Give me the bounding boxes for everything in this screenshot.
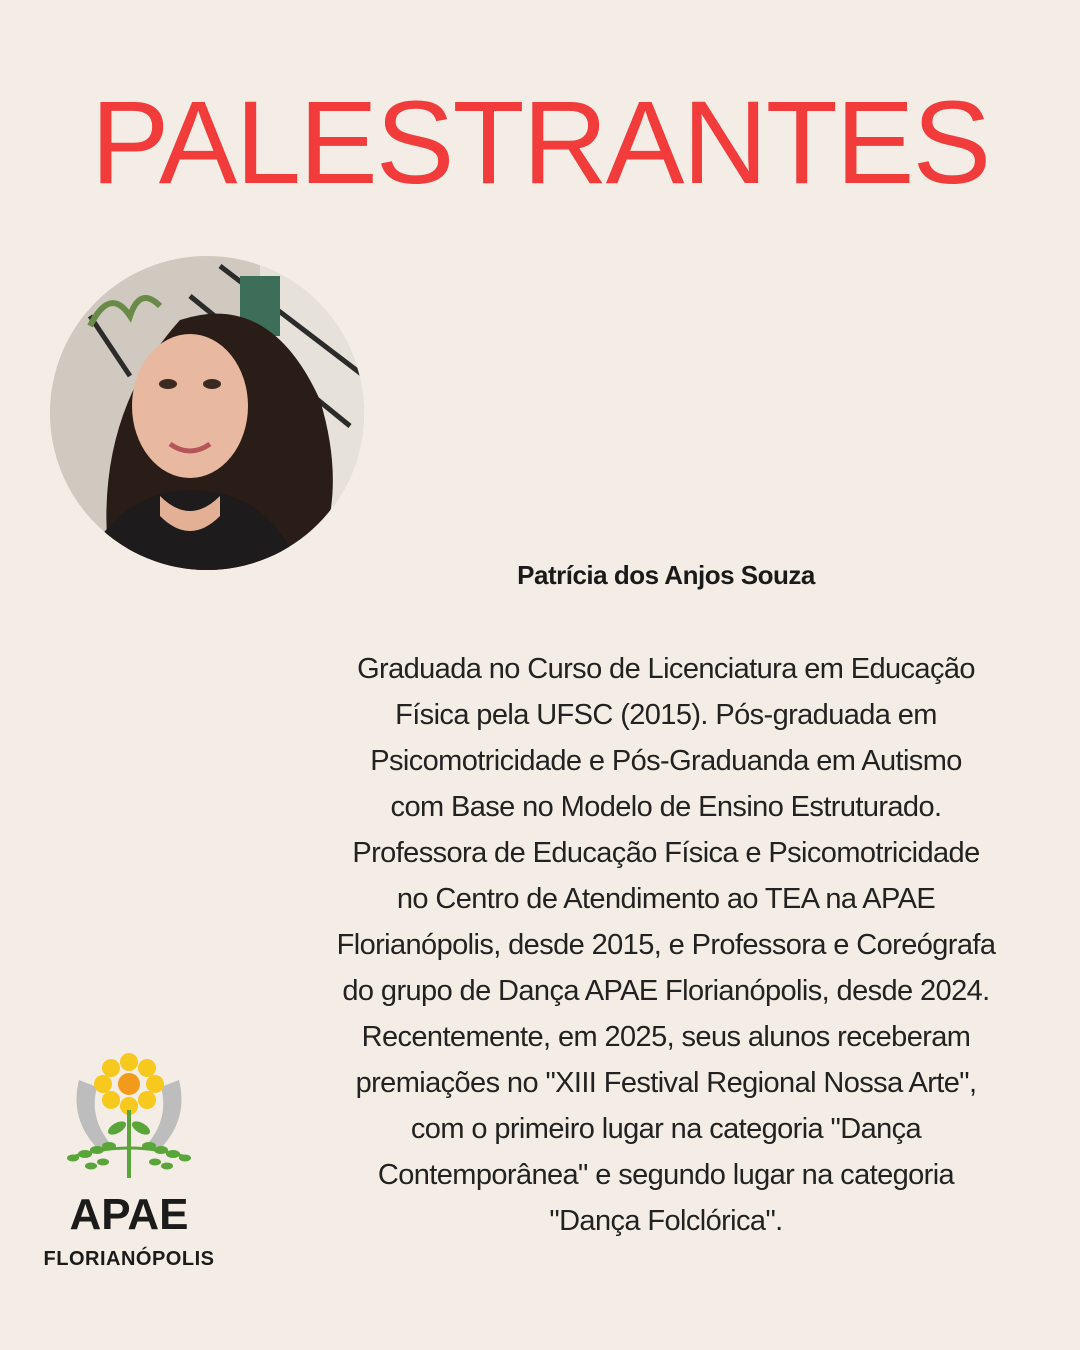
logo-city-text: FLORIANÓPOLIS [43, 1248, 215, 1270]
bio-line: Florianópolis, desde 2015, e Professora e Coreógrafa [336, 929, 996, 961]
bio-line: Recentemente, em 2025, seus alunos receberam [361, 1021, 971, 1053]
bio-line: Psicomotricidade e Pós-Graduanda em Autismo [370, 745, 962, 777]
speaker-bio [306, 646, 1026, 1244]
logo-apae-text: APAE [69, 1190, 189, 1239]
bio-line: Graduada no Curso de Licenciatura em Educação [357, 653, 975, 685]
bio-line: premiações no "XIII Festival Regional Nossa Arte", [355, 1067, 977, 1099]
bio-line: Professora de Educação Física e Psicomotricidade [352, 837, 980, 869]
page-title: PALESTRANTES [90, 77, 990, 209]
bio-line: "Dança Folclórica". [549, 1205, 783, 1237]
speaker-name: Patrícia dos Anjos Souza [517, 560, 815, 590]
bio-line: Contemporânea" e segundo lugar na categoria [377, 1159, 955, 1191]
bio-line: com Base no Modelo de Ensino Estruturado. [390, 791, 942, 823]
speaker-portrait-illustration [50, 256, 364, 570]
apae-logo [24, 1050, 234, 1280]
speaker-photo [50, 256, 364, 570]
bio-line: do grupo de Dança APAE Florianópolis, desde 2024. [342, 975, 990, 1007]
bio-line: no Centro de Atendimento ao TEA na APAE [396, 883, 936, 915]
flower-hands-icon [59, 1050, 199, 1190]
bio-line: Física pela UFSC (2015). Pós-graduada em [395, 699, 937, 731]
bio-line: com o primeiro lugar na categoria "Dança [410, 1113, 922, 1145]
